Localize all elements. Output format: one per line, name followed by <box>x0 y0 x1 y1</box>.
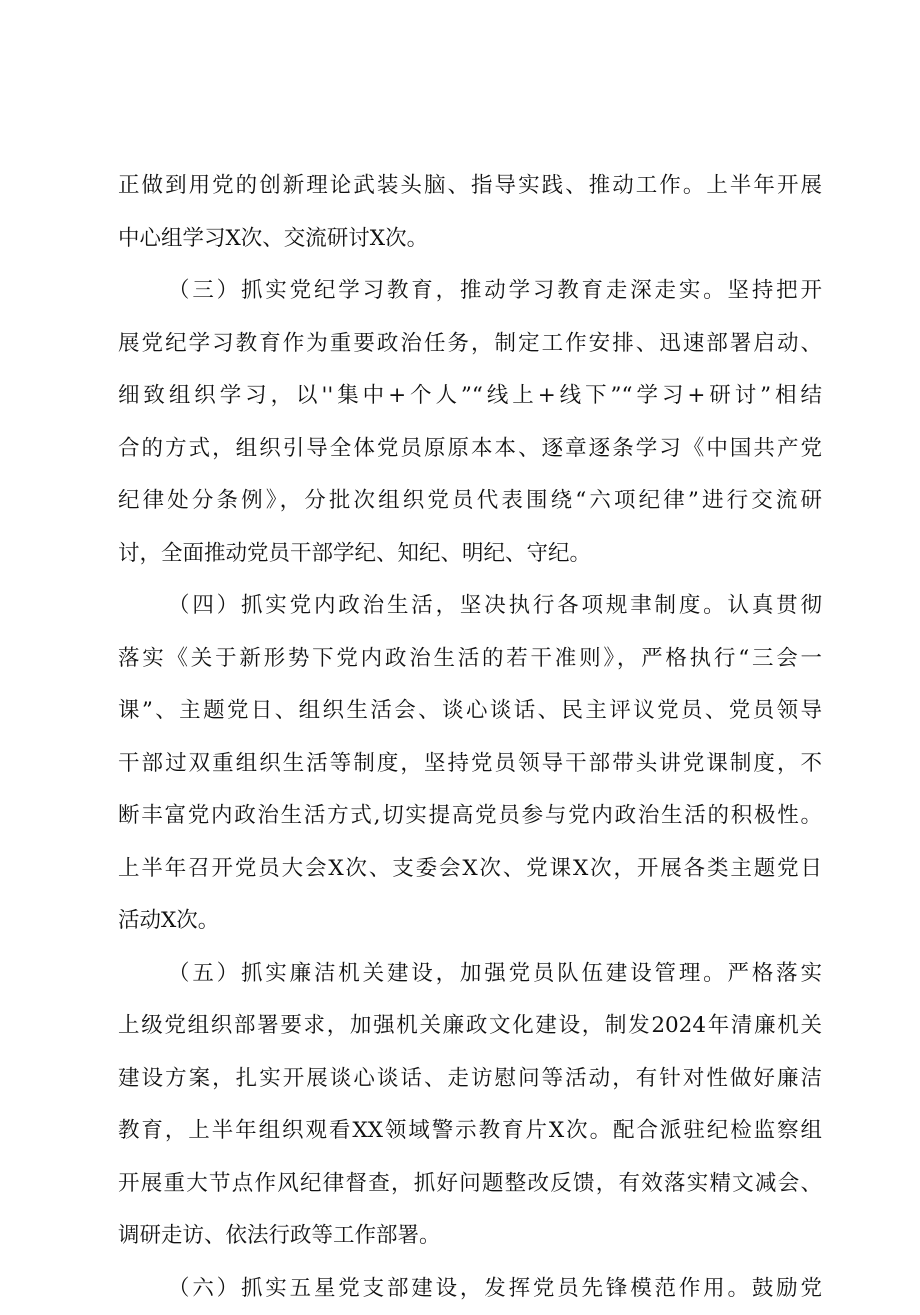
text-line: 合的方式，组织引导全体党员原原本本、逐章逐条学习《中国共产党 <box>118 423 822 476</box>
text-line: 教育，上半年组织观看XX领域警示教育片X次。配合派驻纪检监察组 <box>118 1105 822 1158</box>
text-line: 课”、主题党日、组织生活会、谈心谈话、民主评议党员、党员领导 <box>118 685 822 738</box>
text-line: 正做到用党的创新理论武装头脑、指导实践、推动工作。上半年开展 <box>118 160 822 213</box>
text-line: 活动X次。 <box>118 895 822 948</box>
text-line: 调研走访、依法行政等工作部署。 <box>118 1210 822 1263</box>
text-line: 落实《关于新形势下党内政治生活的若干准则》，严格执行“三会一 <box>118 633 822 686</box>
text-line: 细致组织学习，以''集中+个人”“线上+线下”“学习+研讨”相结 <box>118 370 822 423</box>
paragraph-section-3 <box>118 265 822 580</box>
text-line: （四）抓实党内政治生活，坚决执行各项规聿制度。认真贯彻 <box>118 580 822 633</box>
text-line: （三）抓实党纪学习教育，推动学习教育走深走实。坚持把开 <box>118 265 822 318</box>
text-line: 干部过双重组织生活等制度，坚持党员领导干部带头讲党课制度，不 <box>118 738 822 791</box>
document-body <box>118 160 822 1315</box>
text-line: 上级党组织部署要求，加强机关廉政文化建设，制发2024年清廉机关 <box>118 1000 822 1053</box>
text-line: （六）抓实五星党支部建设，发挥党员先锋模范作用。鼓励党 <box>118 1263 822 1315</box>
text-line: 讨，全面推动党员干部学纪、知纪、明纪、守纪。 <box>118 528 822 581</box>
text-line: 开展重大节点作风纪律督查，抓好问题整改反馈，有效落实精文减会、 <box>118 1158 822 1211</box>
paragraph-section-6 <box>118 1263 822 1315</box>
text-line: 上半年召开党员大会X次、支委会X次、党课X次，开展各类主题党日 <box>118 843 822 896</box>
paragraph-section-5 <box>118 948 822 1263</box>
text-line: 断丰富党内政治生活方式,切实提高党员参与党内政治生活的积极性。 <box>118 790 822 843</box>
paragraph-section-4 <box>118 580 822 948</box>
text-line: 建设方案，扎实开展谈心谈话、走访慰问等活动，有针对性做好廉洁 <box>118 1053 822 1106</box>
text-line: （五）抓实廉洁机关建设，加强党员队伍建设管理。严格落实 <box>118 948 822 1001</box>
text-line: 纪律处分条例》，分批次组织党员代表围绕“六项纪律”进行交流研 <box>118 475 822 528</box>
paragraph-continued <box>118 160 822 265</box>
text-line: 中心组学习X次、交流研讨X次。 <box>118 213 822 266</box>
text-line: 展党纪学习教育作为重要政治任务，制定工作安排、迅速部署启动、 <box>118 318 822 371</box>
